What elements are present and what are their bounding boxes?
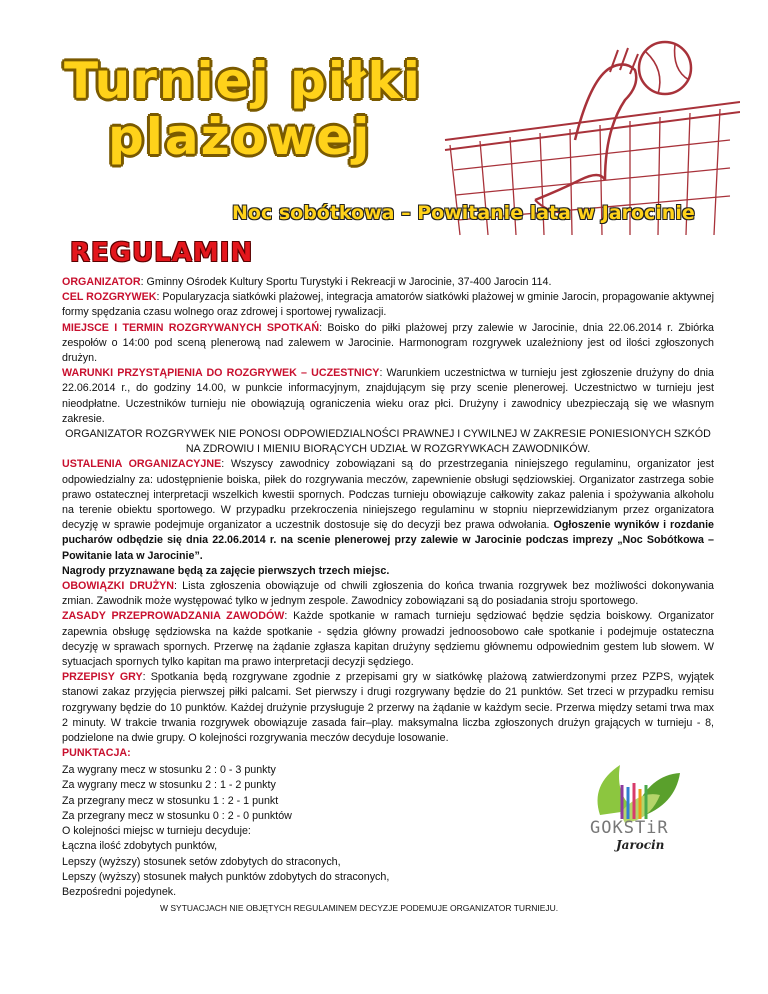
- text-miejsce: : Boisko do piłki plażowej przy zalewie w Jarocinie, dnia 22.06.2014 r. Zbiórka zespołów o 14:00 pod sceną plenerową nad zalewem w Jarocinie. Harmonogram rozgrywek uzależniony jest od ilości zgłoszonych drużyn.: [62, 321, 714, 365]
- label-cel: CEL ROZGRYWEK: [62, 291, 157, 304]
- title-line-1: Turniej piłki: [64, 52, 422, 110]
- label-punktacja: PUNKTACJA: [62, 747, 128, 760]
- list-item: Lepszy (wyższy) stosunek małych punktów zdobytych do straconych,: [62, 871, 390, 884]
- paragraph-nagrody: Nagrody przyznawane będą za zajęcie pierwszych trzech miejsc.: [62, 564, 390, 577]
- footer-note: W SYTUACJACH NIE OBJĘTYCH REGULAMINEM DECYZJE PODEMUJE ORGANIZATOR TURNIEJU.: [160, 903, 559, 913]
- label-punktacja-colon: :: [127, 747, 131, 760]
- list-item: Za wygrany mecz w stosunku 2 : 0 - 3 punkty: [62, 764, 276, 776]
- paragraph-obowiazki: [62, 579, 714, 609]
- logo-city: Jarocin: [616, 838, 665, 852]
- paragraph-odpowiedzialnosc: ORGANIZATOR ROZGRYWEK NIE PONOSI ODPOWIEDZIALNOŚCI PRAWNEJ I CYWILNEJ W ZAKRESIE PONIESIONYCH SZKÓD NA ZDROWIU I MIENIU BIORĄCYCH UDZIAŁ W ROZGRYWKACH ZAWODNIKÓW.: [65, 428, 711, 456]
- list-item: Lepszy (wyższy) stosunek setów zdobytych do straconych,: [62, 855, 341, 868]
- text-obowiazki: : Lista zgłoszenia obowiązuje od chwili zgłoszenia do końca trwania rozgrywek bez możliwości dokonywania zmian. Zawodnik może występować tylko w jednym zespole. Zawodnicy zobowiązani są do posiadania stroju sportowego.: [62, 580, 714, 608]
- label-obowiazki: OBOWIĄZKI DRUŻYN: [62, 580, 175, 593]
- list-item: Za wygrany mecz w stosunku 2 : 1 - 2 punkty: [62, 779, 276, 792]
- list-item: Za przegrany mecz w stosunku 0 : 2 - 0 punktów: [62, 809, 292, 822]
- bold-ustalenia: Ogłoszenie wyników i rozdanie pucharów odbędzie się dnia 22.06.2014 r. na scenie plenerowej przy zalewie w Jarocinie podczas imprezy „Noc Sobótkowa – Powitanie lata w Jarocinie”.: [62, 519, 714, 562]
- list-item: Za przegrany mecz w stosunku 1 : 2 - 1 punkt: [62, 794, 279, 807]
- paragraph-ustalenia: [62, 457, 714, 563]
- label-zasady: ZASADY PRZEPROWADZANIA ZAWODÓW: [62, 610, 285, 623]
- paragraph-cel: [62, 290, 714, 320]
- paragraph-zasady: [62, 609, 714, 670]
- label-miejsce: MIEJSCE I TERMIN ROZGRYWANYCH SPOTKAŃ: [62, 321, 320, 334]
- label-ustalenia: USTALENIA ORGANIZACYJNE: [62, 458, 222, 471]
- text-ustalenia: : Wszyscy zawodnicy zobowiązani są do przestrzegania niniejszego regulaminu, organizator jest odpowiedzialny za: udostępnienie boiska, piłek do rozgrywania meczów, zapewnienie obsługi sędziowskiej. Organizator zastrzega sobie prawo ostatecznej interpretacji wszelkich kwestii spornych. Podczas turnieju obowiązuje całkowity zakaz palenia i spożywania alkoholu na terenie obiektu sportowego. W przypadku przekroczenia niniejszego regulaminu w stopniu nieprzewidzianym przez organizatora decyzję w sprawie podejmuje organizator a uczestnik dostosuje się do decyzji bez prawa odwołania.: [62, 458, 714, 532]
- paragraph-przepisy: [62, 670, 714, 746]
- label-organizator: ORGANIZATOR: [62, 276, 141, 288]
- list-item: Bezpośredni pojedynek.: [62, 886, 177, 899]
- text-warunki: : Warunkiem uczestnictwa w turnieju jest zgłoszenie drużyny do dnia 22.06.2014 r., do godziny 14.00, w punkcie informacyjnym, znajdującym się przy scenie plenerowej. Uczestnictwo w turnieju jest nieodpłatne. Uczestników turnieju nie obowiązują ograniczenia wieku oraz płci. Drużyny i zawodnicy ubezpieczają się we własnym zakresie.: [62, 367, 714, 425]
- label-warunki: WARUNKI PRZYSTĄPIENIA DO ROZGRYWEK – UCZESTNICY: [62, 367, 380, 380]
- section-heading: REGULAMIN: [70, 238, 254, 268]
- list-item: Łączna ilość zdobytych punktów,: [62, 840, 218, 853]
- title-line-2: plażowej: [108, 108, 372, 166]
- text-zasady: : Każde spotkanie w ramach turnieju sędziować będzie sędzia boiskowy. Organizator zapewnia obsługę sędziowska na każde spotkanie - sędzia główny prowadzi jednoosobowo całe spotkanie i podejmuje ostateczna decyzję w sprawach spornych. Przerwę na żądanie zgłasza kapitan drużyny sędziemu głównemu odpowiednim gestem lub słowem. W sytuacjach spornych tylko kapitan ma prawo interpretacji decyzji sędziego.: [62, 610, 714, 669]
- text-cel: : Popularyzacja siatkówki plażowej, integracja amatorów siatkówki plażowej w gminie Jarocin, propagowanie aktywnej formy spędzania czasu wolnego oraz zdrowej i sportowej rywalizacji.: [62, 291, 714, 319]
- subtitle: Noc sobótkowa – Powitanie lata w Jarocinie: [232, 202, 695, 224]
- list-item: O kolejności miejsc w turnieju decyduje:: [62, 825, 251, 838]
- text-organizator: : Gminny Ośrodek Kultury Sportu Turystyki i Rekreacji w Jarocinie, 37-400 Jarocin 114.: [140, 276, 552, 288]
- paragraph-organizator: [62, 275, 714, 290]
- regulations-body: [62, 275, 714, 762]
- paragraph-miejsce: [62, 321, 714, 367]
- paragraph-warunki: [62, 366, 714, 427]
- logo-name: GOKSTiR: [590, 818, 669, 838]
- scoring-list: [62, 763, 389, 901]
- text-przepisy: : Spotkania będą rozgrywane zgodnie z przepisami gry w siatkówkę plażową zatwierdzonymi przez PZPS, wyjątek stanowi zakaz przyjęcia pierwszej piłki palcami. Set pierwszy i drugi rozgrywany będzie do 21 punktów. Set trzeci w przypadku remisu rozgrywany będzie do 10 punktów. Każdej drużynie przysługuje 2 przerwy na żądanie w każdym secie. Przerwa między setami trwa max 2 minuty. W trakcie trwania rozgrywek obowiązuje zasada fair–play. maksymalna liczba zgłoszonych drużyn grających w turnieju - 8, podzielone na dwie grupy. O kolejności rozgrywania meczów decyduje losowanie.: [62, 671, 714, 745]
- label-przepisy: PRZEPISY GRY: [62, 671, 143, 684]
